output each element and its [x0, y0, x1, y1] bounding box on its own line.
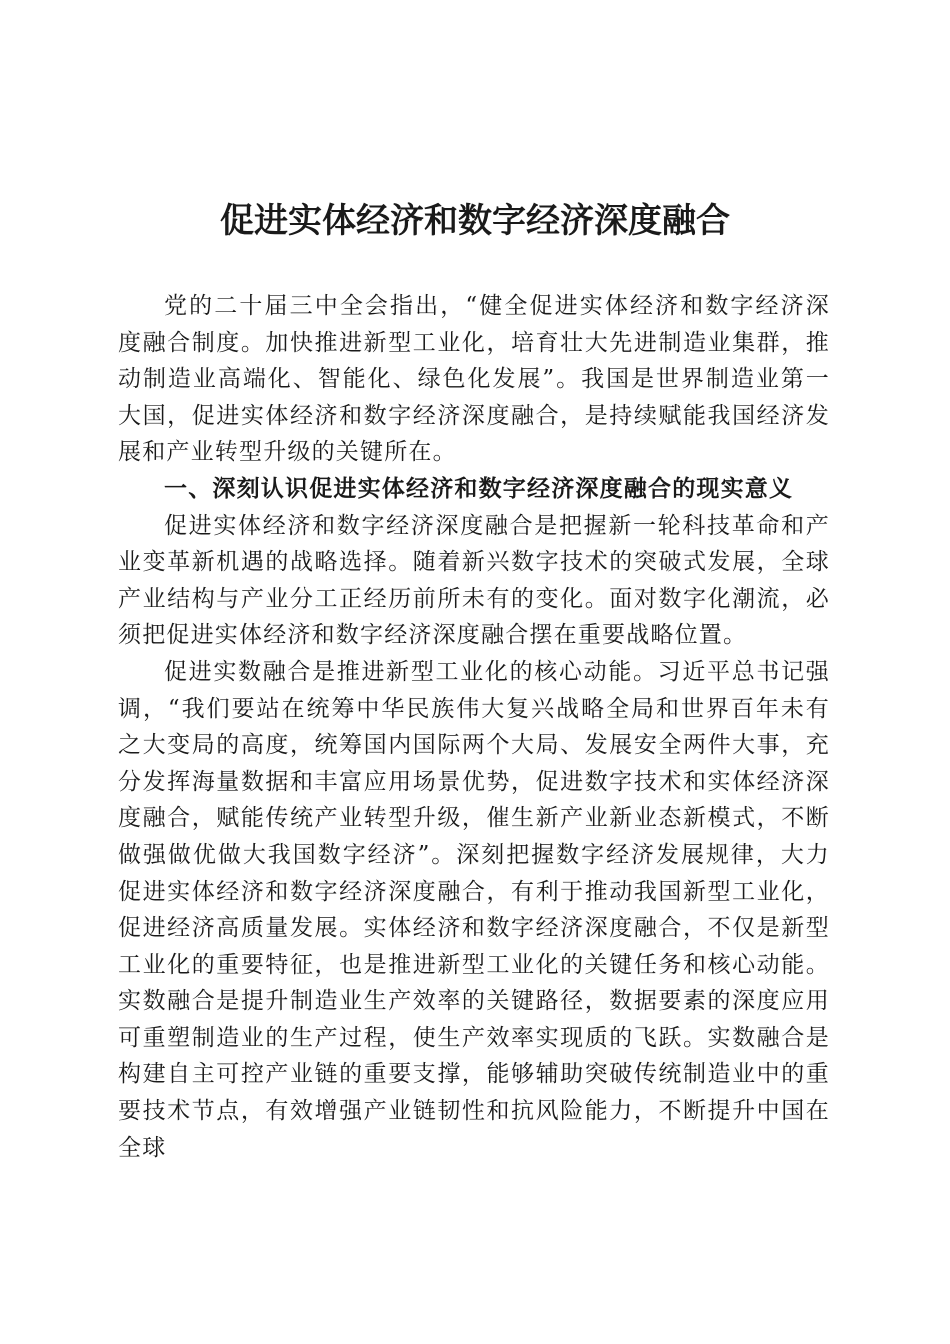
document-body	[118, 288, 830, 1166]
paragraph-strategic-choice: 促进实体经济和数字经济深度融合是把握新一轮科技革命和产业变革新机遇的战略选择。随着新兴数字技术的突破式发展，全球产业结构与产业分工正经历前所未有的变化。面对数字化潮流，必须把促进实体经济和数字经济深度融合摆在重要战略位置。	[118, 512, 830, 649]
section-heading-1: 一、深刻认识促进实体经济和数字经济深度融合的现实意义	[164, 475, 794, 502]
paragraph-core-driver: 促进实数融合是推进新型工业化的核心动能。习近平总书记强调，“我们要站在统筹中华民族伟大复兴战略全局和世界百年未有之大变局的高度，统筹国内国际两个大局、发展安全两件大事，充分发挥海量数据和丰富应用场景优势，促进数字技术和实体经济深度融合，赋能传统产业转型升级，催生新产业新业态新模式，不断做强做优做大我国数字经济”。深刻把握数字经济发展规律，大力促进实体经济和数字经济深度融合，有利于推动我国新型工业化，促进经济高质量发展。实体经济和数字经济深度融合，不仅是新型工业化的重要特征，也是推进新型工业化的关键任务和核心动能。实数融合是提升制造业生产效率的关键路径，数据要素的深度应用可重塑制造业的生产过程，使生产效率实现质的飞跃。实数融合是构建自主可控产业链的重要支撑，能够辅助突破传统制造业中的重要技术节点，有效增强产业链韧性和抗风险能力，不断提升中国在全球	[118, 658, 830, 1161]
paragraph-intro: 党的二十届三中全会指出，“健全促进实体经济和数字经济深度融合制度。加快推进新型工业化，培育壮大先进制造业集群，推动制造业高端化、智能化、绿色化发展”。我国是世界制造业第一大国，促进实体经济和数字经济深度融合，是持续赋能我国经济发展和产业转型升级的关键所在。	[118, 293, 830, 466]
document-title: 促进实体经济和数字经济深度融合	[220, 201, 730, 241]
